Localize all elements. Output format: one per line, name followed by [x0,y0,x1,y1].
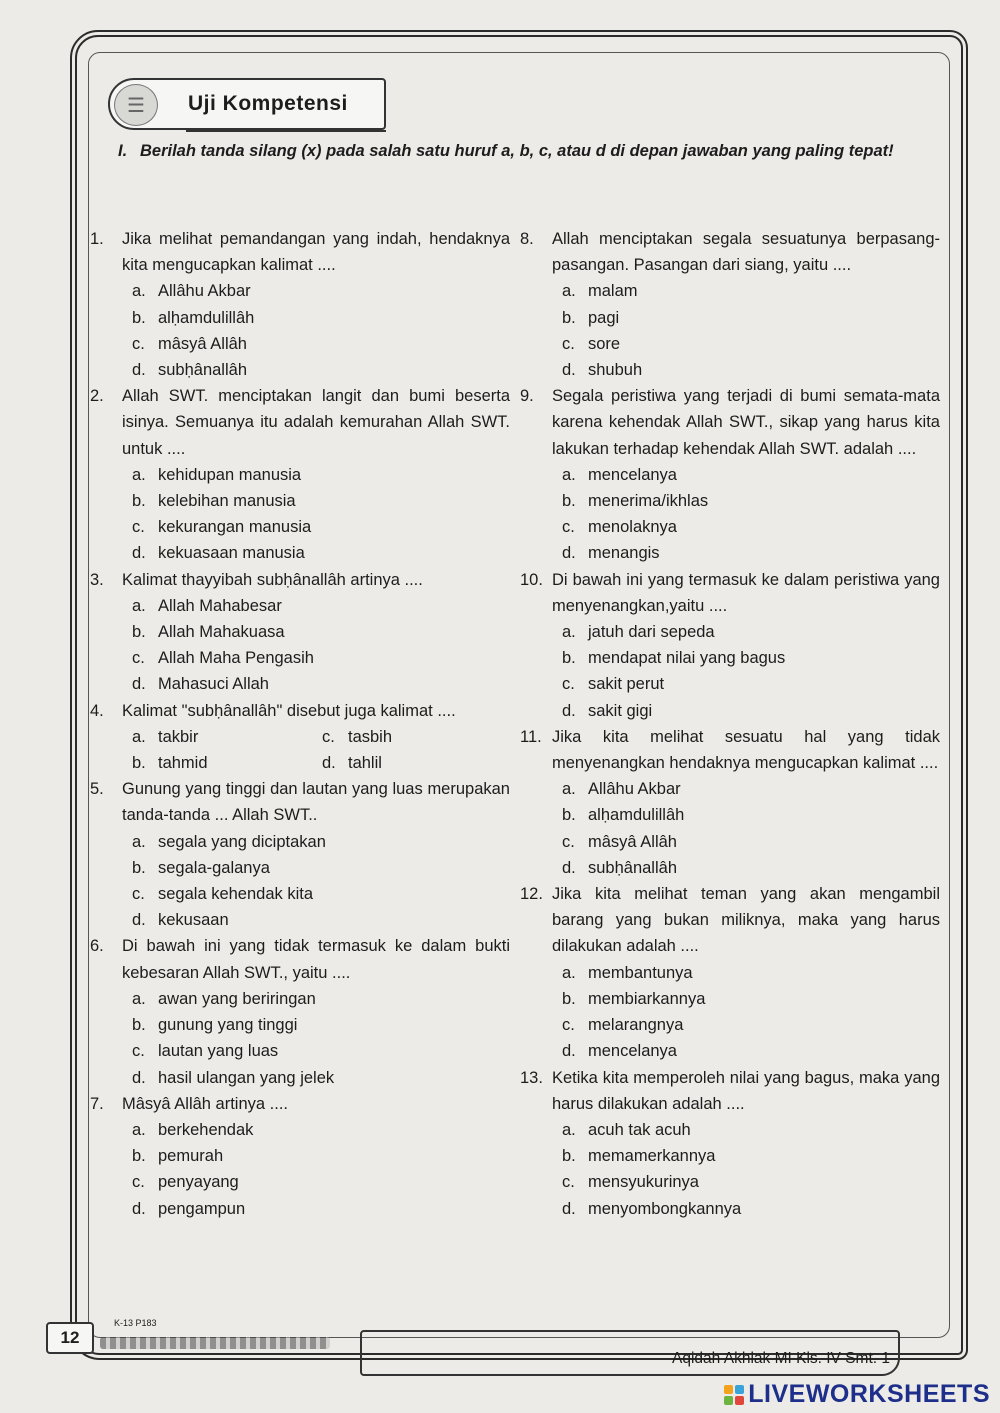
question [520,226,940,383]
option-letter: c. [562,1173,575,1192]
question-number: 7. [90,1094,104,1113]
option-letter: d. [562,1042,576,1061]
option-text: tasbih [348,727,393,746]
answer-option[interactable] [132,305,510,331]
question-text: Jika kita melihat teman yang akan mengambil barang yang bukan miliknya, maka yang harus dilakukan adalah .... [552,885,940,956]
option-text: Mahasuci Allah [158,675,269,694]
option-text: Allâhu Akbar [588,780,681,799]
answer-option[interactable] [322,750,512,776]
option-text: sakit gigi [588,701,653,720]
question [90,226,510,383]
answer-option[interactable] [132,1117,510,1143]
answer-options [122,1117,510,1222]
option-text: menolaknya [588,518,677,537]
option-letter: c. [562,675,575,694]
option-text: subḥânallâh [158,361,247,380]
option-text: menangis [588,544,660,563]
option-letter: b. [132,1016,146,1035]
question-number: 13. [520,1068,543,1087]
answer-option[interactable] [562,1117,940,1143]
option-text: jatuh dari sepeda [588,623,715,642]
option-letter: b. [562,1147,576,1166]
option-letter: c. [322,727,335,746]
questions-left-column [90,226,510,1222]
answer-option[interactable] [132,1143,510,1169]
answer-options [552,278,940,383]
answer-options [122,278,510,383]
option-letter: b. [132,1147,146,1166]
option-text: kekusaan [158,911,229,930]
option-text: awan yang beriringan [158,989,316,1008]
question-number: 5. [90,780,104,799]
answer-option[interactable] [562,488,940,514]
instruction-text: Berilah tanda silang (x) pada salah satu huruf a, b, c, atau d di depan jawaban yang paling tepat! [140,142,894,160]
option-text: mâsyâ Allâh [158,334,247,353]
answer-option[interactable] [132,1038,510,1064]
question [90,933,510,1090]
option-text: Allah Maha Pengasih [158,649,314,668]
option-text: membantunya [588,963,693,982]
question [520,724,940,881]
option-letter: d. [132,911,146,930]
option-text: takbir [158,727,199,746]
question-number: 8. [520,230,534,248]
question-text: Mâsyâ Allâh artinya .... [122,1094,288,1113]
option-text: penyayang [158,1173,239,1192]
answer-options [122,986,510,1091]
option-letter: b. [132,492,146,511]
question [520,383,940,566]
option-text: hasil ulangan yang jelek [158,1068,335,1087]
answer-option[interactable] [132,1196,510,1222]
option-letter: b. [132,623,146,642]
option-text: pengampun [158,1199,246,1218]
answer-option[interactable] [132,1065,510,1091]
answer-option[interactable] [132,1012,510,1038]
answer-option[interactable] [562,278,940,304]
answer-option[interactable] [562,829,940,855]
option-text: pagi [588,308,620,327]
question-text: Gunung yang tinggi dan lautan yang luas merupakan tanda-tanda ... Allah SWT.. [122,780,510,825]
answer-option[interactable] [132,488,510,514]
question-number: 2. [90,387,104,406]
option-letter: a. [562,282,576,301]
question-number: 10. [520,570,543,589]
answer-option[interactable] [132,671,510,697]
answer-option[interactable] [132,462,510,488]
instruction-number: I. [118,142,128,160]
question-text: Kalimat "subḥânallâh" disebut juga kalimat .... [122,701,456,720]
title-underline [186,130,386,132]
option-text: subḥânallâh [588,858,677,877]
option-text: alḥamdulillâh [588,806,685,825]
answer-options [552,619,940,724]
answer-options [122,724,510,776]
option-letter: c. [132,1173,145,1192]
option-letter: d. [132,361,146,380]
question-text: Di bawah ini yang tidak termasuk ke dalam bukti kebesaran Allah SWT., yaitu .... [122,937,510,982]
liveworksheets-logo [724,1380,990,1409]
answer-option[interactable] [562,540,940,566]
option-letter: a. [132,465,146,484]
answer-option[interactable] [562,1169,940,1195]
question-number: 12. [520,885,543,904]
option-text: sore [588,334,621,353]
footer-ornament [100,1337,330,1349]
answer-option[interactable] [562,462,940,488]
option-letter: c. [132,649,145,668]
answer-options [122,593,510,698]
option-letter: b. [562,308,576,327]
answer-options [552,776,940,881]
option-text: melarangnya [588,1016,684,1035]
answer-option[interactable] [562,645,940,671]
option-text: mâsyâ Allâh [588,832,677,851]
option-text: malam [588,282,638,301]
option-text: Allâhu Akbar [158,282,251,301]
option-text: memamerkannya [588,1147,716,1166]
option-letter: b. [562,806,576,825]
answer-option[interactable] [132,540,510,566]
option-text: kekuasaan manusia [158,544,305,563]
option-letter: c. [132,1042,145,1061]
question-text: Di bawah ini yang termasuk ke dalam peristiwa yang menyenangkan,yaitu .... [552,570,940,615]
answer-option[interactable] [562,802,940,828]
option-text: berkehendak [158,1120,254,1139]
option-text: menyombongkannya [588,1199,742,1218]
answer-options [552,462,940,567]
option-letter: c. [132,885,145,904]
answer-option[interactable] [562,514,940,540]
answer-option[interactable] [562,671,940,697]
answer-option[interactable] [562,331,940,357]
option-letter: c. [562,334,575,353]
answer-option[interactable] [562,619,940,645]
answer-option[interactable] [562,1196,940,1222]
option-letter: a. [562,623,576,642]
book-title: Aqidah Akhlak MI Kls. IV Smt. 1 [672,1350,890,1367]
question [90,383,510,566]
answer-option[interactable] [132,750,322,776]
answer-option[interactable] [562,986,940,1012]
answer-option[interactable] [132,331,510,357]
page-title: Uji Kompetensi [188,92,348,115]
option-text: gunung yang tinggi [158,1016,298,1035]
option-letter: d. [132,675,146,694]
answer-option[interactable] [562,1012,940,1038]
option-letter: a. [132,1120,146,1139]
answer-option[interactable] [132,724,322,750]
option-letter: d. [322,754,336,773]
option-text: segala kehendak kita [158,885,314,904]
option-letter: a. [562,1120,576,1139]
option-text: kekurangan manusia [158,518,312,537]
question-number: 9. [520,387,534,406]
liveworksheets-text: LIVEWORKSHEETS [748,1380,990,1408]
answer-option[interactable] [132,593,510,619]
option-text: alḥamdulillâh [158,308,255,327]
option-text: kelebihan manusia [158,492,296,511]
option-letter: a. [562,465,576,484]
option-letter: b. [132,308,146,327]
option-letter: a. [132,727,146,746]
option-letter: a. [132,282,146,301]
answer-options [552,960,940,1065]
option-letter: d. [132,1199,146,1218]
question [520,881,940,1064]
option-letter: b. [132,754,146,773]
liveworksheets-icon [724,1385,744,1405]
option-text: segala yang diciptakan [158,832,326,851]
question-number: 3. [90,570,104,589]
answer-option[interactable] [132,1169,510,1195]
answer-options [122,829,510,934]
option-text: acuh tak acuh [588,1120,691,1139]
answer-option[interactable] [562,698,940,724]
answer-options [122,462,510,567]
answer-option[interactable] [562,1038,940,1064]
option-letter: a. [132,832,146,851]
book-code: K-13 P183 [114,1318,157,1328]
question [520,567,940,724]
option-letter: c. [562,832,575,851]
option-letter: d. [562,361,576,380]
question-number: 1. [90,230,104,248]
answer-option[interactable] [132,619,510,645]
question-text: Allah menciptakan segala sesuatunya berpasang-pasangan. Pasangan dari siang, yaitu .... [552,230,940,275]
questions-right-column [520,226,940,1222]
answer-option[interactable] [132,357,510,383]
answer-option[interactable] [132,907,510,933]
question [90,1091,510,1222]
answer-option[interactable] [132,278,510,304]
question-number: 6. [90,937,104,956]
option-text: tahlil [348,754,382,773]
option-letter: d. [562,701,576,720]
option-text: mensyukurinya [588,1173,699,1192]
answer-option[interactable] [132,829,510,855]
option-letter: d. [562,858,576,877]
option-text: Allah Mahakuasa [158,623,285,642]
answer-option[interactable] [562,305,940,331]
option-letter: a. [132,989,146,1008]
option-text: tahmid [158,754,208,773]
answer-option[interactable] [132,855,510,881]
question [520,1065,940,1222]
option-letter: c. [132,334,145,353]
question [90,776,510,933]
answer-option[interactable] [322,724,512,750]
option-letter: a. [562,780,576,799]
option-text: shubuh [588,361,643,380]
option-text: mendapat nilai yang bagus [588,649,786,668]
option-text: kehidupan manusia [158,465,302,484]
instruction [118,138,948,164]
question-text: Jika kita melihat sesuatu hal yang tidak menyenangkan hendaknya mengucapkan kalimat .... [552,727,940,773]
option-letter: d. [562,1199,576,1218]
answer-options [552,1117,940,1222]
option-text: segala-galanya [158,858,270,877]
answer-option[interactable] [132,645,510,671]
question-text: Kalimat thayyibah subḥânallâh artinya .... [122,570,423,589]
option-letter: d. [132,544,146,563]
option-text: Allah Mahabesar [158,596,282,615]
option-letter: b. [132,858,146,877]
option-letter: a. [132,596,146,615]
answer-option[interactable] [132,514,510,540]
question-text: Segala peristiwa yang terjadi di bumi semata-mata karena kehendak Allah SWT., sikap yang harus kita lakukan terhadap kehendak Allah SWT. adalah .... [552,387,940,458]
option-letter: d. [562,544,576,563]
option-letter: c. [562,518,575,537]
option-text: mencelanya [588,1042,677,1061]
option-letter: b. [562,649,576,668]
option-letter: a. [562,963,576,982]
option-text: menerima/ikhlas [588,492,709,511]
page-number: 12 [46,1322,94,1354]
answer-option[interactable] [132,881,510,907]
option-text: pemurah [158,1147,224,1166]
option-text: sakit perut [588,675,665,694]
answer-option[interactable] [562,960,940,986]
question [90,698,510,777]
question-text: Jika melihat pemandangan yang indah, hendaknya kita mengucapkan kalimat .... [122,230,510,275]
question-text: Ketika kita memperoleh nilai yang bagus, maka yang harus dilakukan adalah .... [552,1068,940,1113]
list-icon: ☰ [114,84,158,126]
answer-option[interactable] [132,986,510,1012]
option-letter: b. [562,989,576,1008]
option-text: membiarkannya [588,989,706,1008]
question [90,567,510,698]
question-number: 4. [90,701,104,720]
option-letter: b. [562,492,576,511]
option-letter: d. [132,1068,146,1087]
question-number: 11. [520,727,542,746]
question-text: Allah SWT. menciptakan langit dan bumi beserta isinya. Semuanya itu adalah kemurahan Allah SWT. untuk .... [122,387,510,458]
option-letter: c. [562,1016,575,1035]
option-letter: c. [132,518,145,537]
answer-option[interactable] [562,855,940,881]
option-text: mencelanya [588,465,677,484]
answer-option[interactable] [562,776,940,802]
answer-option[interactable] [562,357,940,383]
option-text: lautan yang luas [158,1042,279,1061]
answer-option[interactable] [562,1143,940,1169]
